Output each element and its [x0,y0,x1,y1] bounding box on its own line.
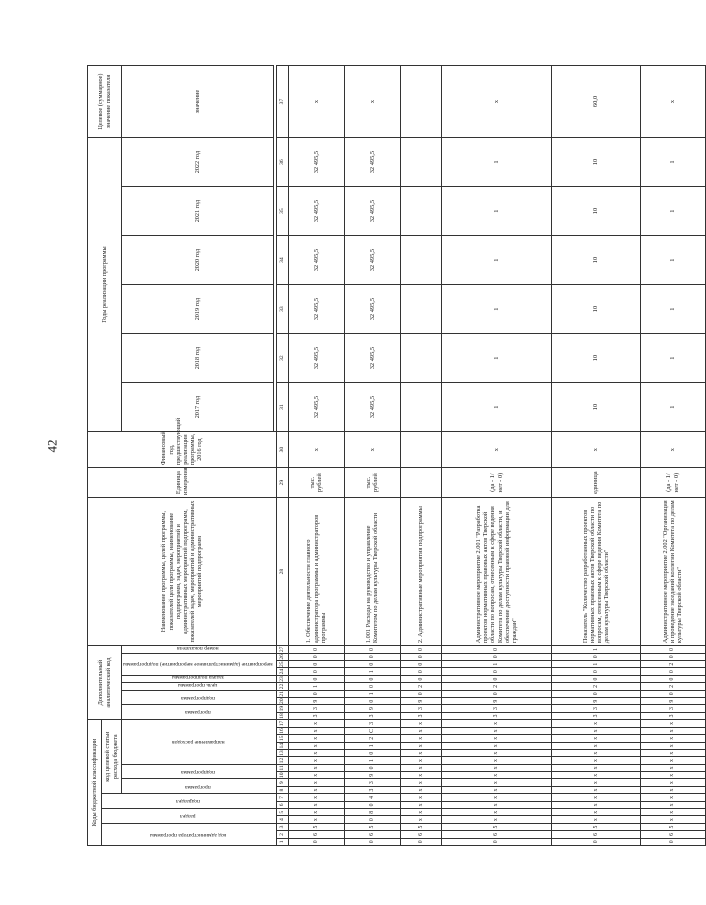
row-year-value: 10 [552,236,641,285]
row-fin-year-value: x [640,432,705,468]
code-digit: x [640,794,705,801]
code-digit: x [442,794,552,801]
code-digit: 6 [640,831,705,838]
column-number: 29 [276,468,288,498]
code-digit: 3 [344,720,400,728]
analytic-podprogramma-header: подпрограмма [122,690,277,705]
row-unit: тыс. рублей [344,468,400,498]
column-number: 16 [276,727,288,734]
code-digit: x [288,779,344,786]
row-year-value: 1 [640,236,705,285]
code-digit: 0 [288,838,344,845]
target-group-header: Целевое (суммарное) значение показателя [88,66,122,138]
fin-year-header: Финансовый год, предшествующий реализации программы, 2016 год [88,432,277,468]
row-name: 2. Административные мероприятия подпрограммы [400,498,441,646]
code-digit: x [552,786,641,793]
column-number: 5 [276,809,288,816]
column-number: 27 [276,646,288,654]
code-digit: 3 [288,712,344,719]
code-digit: 2 [442,683,552,690]
column-number: 14 [276,742,288,749]
row-name: Административное мероприятие 2.002 "Организация и проведение заседаний коллегии Комитета по делам культуры Тверской области" [640,498,705,646]
row-year-value [400,187,441,236]
code-digit: 0 [400,690,441,697]
code-digit: 3 [400,712,441,719]
code-digit: x [442,764,552,771]
row-year-value [400,138,441,187]
code-digit: x [640,757,705,764]
code-digit: 0 [344,675,400,682]
code-digit: 1 [552,646,641,654]
code-digit: 0 [288,675,344,682]
table-row [400,66,441,846]
code-digit: x [640,786,705,793]
row-year-value [400,334,441,383]
code-digit: 1 [344,757,400,764]
column-number: 19 [276,705,288,712]
code-digit: 9 [344,705,400,712]
column-number: 20 [276,697,288,704]
row-year-value: 32 495,5 [344,187,400,236]
row-year-value: 32 495,5 [288,334,344,383]
code-digit: x [400,727,441,734]
analytic-programma-header: программа [122,705,277,720]
analytic-group-header: Дополнительный аналитический код [88,646,122,720]
code-digit: 2 [640,661,705,668]
row-fin-year-value: x [552,432,641,468]
code-digit: 0 [344,749,400,756]
code-admin-header: код администратора программы [102,823,277,845]
code-digit: 0 [640,675,705,682]
row-name: 1. Обеспечение деятельности главного администратора программы и администраторов программы [288,498,344,646]
row-year-value: 32 495,5 [344,285,400,334]
column-number: 21 [276,690,288,697]
row-year-value: 1 [640,187,705,236]
code-digit: 0 [344,697,400,704]
code-digit: x [288,764,344,771]
row-name: 1.001 Расходы на руководство и управление Комитетом по делам культуры Тверской области [344,498,400,646]
code-digit: x [640,816,705,823]
row-name: Административное мероприятие 2.001 "Разработка проектов нормативных правовых актов Тверской области по вопросам, отнесенным к сфере ведения Комитета по делам культуры Тверской области, и обеспечение доступности правовой информации для граждан" [442,498,552,646]
code-digit: x [442,772,552,779]
code-digit: x [288,727,344,734]
code-digit: 3 [640,712,705,719]
code-digit: 2 [344,735,400,742]
code-digit: 0 [344,646,400,654]
code-digit: x [640,727,705,734]
code-digit: x [552,801,641,808]
code-digit: x [552,742,641,749]
code-digit: 0 [640,838,705,845]
code-digit: 0 [552,668,641,675]
code-digit: 0 [288,668,344,675]
code-digit: 4 [344,794,400,801]
code-digit: x [442,801,552,808]
row-year-value: 32 495,5 [344,334,400,383]
column-number: 37 [276,66,288,138]
row-unit: (да - 1/ нет - 0) [442,468,552,498]
year-2022-header: 2022 год [122,138,274,187]
year-2018-header: 2018 год [122,334,274,383]
code-digit: 3 [400,705,441,712]
code-digit: 6 [288,831,344,838]
code-digit: 0 [344,838,400,845]
row-year-value: 32 495,5 [344,236,400,285]
row-target-value: x [288,66,344,138]
code-digit: x [400,757,441,764]
code-digit: 0 [640,690,705,697]
row-year-value: 10 [552,383,641,432]
code-digit: 5 [442,823,552,830]
row-target-value: x [442,66,552,138]
code-digit: 0 [288,690,344,697]
cel-programmy-header: цель программы [122,683,277,690]
code-digit: x [400,720,441,728]
row-year-value: 32 495,5 [288,236,344,285]
column-number: 8 [276,786,288,793]
code-digit: x [552,749,641,756]
column-number: 2 [276,831,288,838]
code-digit: 3 [640,705,705,712]
column-number: 4 [276,816,288,823]
code-digit: x [400,772,441,779]
code-digit: x [442,757,552,764]
code-digit: x [552,735,641,742]
code-digit: x [400,801,441,808]
code-digit: x [552,772,641,779]
code-digit: 5 [552,823,641,830]
row-year-value: 32 495,5 [288,138,344,187]
meropriyatie-header: мероприятие (административное мероприятие) подпрограммы [122,653,277,675]
code-digit: x [288,786,344,793]
row-target-value: x [640,66,705,138]
row-year-value: 10 [552,334,641,383]
code-digit: 0 [400,675,441,682]
code-digit: x [552,816,641,823]
code-digit: С [344,727,400,734]
column-number: 13 [276,749,288,756]
column-number: 32 [276,334,288,383]
column-number-row [276,66,288,846]
code-digit: x [640,720,705,728]
code-digit: x [400,794,441,801]
code-digit: 0 [400,668,441,675]
unit-column-header: Единица измерения [88,468,277,498]
column-number: 10 [276,772,288,779]
row-year-value [400,285,441,334]
code-digit: 0 [400,661,441,668]
code-digit: 0 [400,646,441,654]
row-target-value: x [344,66,400,138]
column-number: 28 [276,498,288,646]
row-year-value: 10 [552,187,641,236]
code-digit: x [288,735,344,742]
nomer-pokazatelya-header: номер показателя [122,646,277,654]
code-digit: 3 [552,712,641,719]
podprogramma-header: подпрограмма [122,764,277,779]
target-value-header: значение [122,66,274,138]
code-digit: 0 [344,764,400,771]
code-digit: x [400,816,441,823]
code-digit: x [640,772,705,779]
code-digit: x [442,786,552,793]
code-digit: x [400,742,441,749]
row-year-value: 1 [640,285,705,334]
table-row [442,66,552,846]
code-digit: 5 [640,823,705,830]
row-year-value: 32 495,5 [288,383,344,432]
column-number: 17 [276,720,288,728]
program-table [87,65,706,846]
column-number: 31 [276,383,288,432]
code-digit: 1 [442,661,552,668]
row-year-value: 32 495,5 [344,138,400,187]
code-digit: x [552,809,641,816]
code-digit: 0 [552,653,641,660]
code-digit: 9 [640,697,705,704]
row-unit: (да - 1/ нет - 0) [640,468,705,498]
code-digit: 5 [344,823,400,830]
row-year-value [400,236,441,285]
code-digit: x [288,794,344,801]
row-year-value: 1 [442,236,552,285]
year-2021-header: 2021 год [122,187,274,236]
code-digit: x [288,742,344,749]
column-number: 35 [276,187,288,236]
page-number: 42 [44,439,60,453]
codes-group-header: Коды бюджетной классификации [88,720,102,846]
code-digit: x [400,779,441,786]
code-digit: 0 [442,646,552,654]
row-fin-year-value [400,432,441,468]
code-digit: x [552,757,641,764]
column-number: 7 [276,794,288,801]
code-digit: 0 [552,838,641,845]
code-digit: x [288,757,344,764]
column-number: 34 [276,236,288,285]
row-unit: тыс. рублей [288,468,344,498]
code-digit: 0 [400,838,441,845]
column-number: 9 [276,779,288,786]
row-target-value: 60,0 [552,66,641,138]
code-digit: x [400,809,441,816]
code-digit: x [400,764,441,771]
code-digit: 9 [400,697,441,704]
row-name: Показатель "Количество разработанных проектов нормативных правовых актов Тверской области по вопросам, отнесенным к сфере ведения Комитета по делам культуры Тверской области" [552,498,641,646]
code-digit: 3 [288,705,344,712]
code-digit: 0 [344,801,400,808]
years-group-header: Годы реализации программы [88,138,122,432]
code-digit: 1 [288,683,344,690]
row-year-value: 1 [442,138,552,187]
code-digit: 0 [640,646,705,654]
code-digit: x [442,727,552,734]
name-column-header: Наименование программы, целей программы, показателей цели программы, наименование подпрограмм, задач, мероприятий и административных мероприятий подпрограмм, показателей задач, мероприятий и административных мероприятий подпрограмм [88,498,277,646]
programma-header: программа [122,779,277,794]
target-code-group-header: код целевой статьи расхода бюджета [102,720,122,794]
row-year-value: 1 [640,138,705,187]
code-digit: 0 [640,653,705,660]
code-digit: x [442,742,552,749]
code-digit: 3 [344,786,400,793]
code-digit: x [288,801,344,808]
code-digit: 2 [552,683,641,690]
table-row [552,66,641,846]
code-digit: 0 [552,690,641,697]
code-digit: x [442,749,552,756]
row-year-value: 1 [442,383,552,432]
code-digit: 0 [552,675,641,682]
code-digit: 6 [344,831,400,838]
row-fin-year-value: x [288,432,344,468]
code-digit: 9 [288,697,344,704]
row-year-value: 1 [640,383,705,432]
code-digit: x [640,742,705,749]
code-digit: 0 [344,683,400,690]
table-row [344,66,400,846]
column-number: 11 [276,764,288,771]
row-year-value: 1 [442,334,552,383]
code-digit: 0 [288,661,344,668]
column-number: 36 [276,138,288,187]
row-year-value: 1 [442,187,552,236]
column-number: 23 [276,675,288,682]
row-year-value: 32 495,5 [288,285,344,334]
code-digit: 0 [288,653,344,660]
code-digit: 6 [442,831,552,838]
code-digit: 0 [288,646,344,654]
column-number: 22 [276,683,288,690]
code-digit: x [442,720,552,728]
code-digit: 1 [344,742,400,749]
razdel-header: раздел [102,809,277,824]
code-digit: x [640,735,705,742]
code-digit: 1 [344,690,400,697]
code-digit: x [640,764,705,771]
zadacha-header: задача подпрограммы [122,675,277,682]
row-year-value: 1 [442,285,552,334]
column-number: 30 [276,432,288,468]
column-number: 26 [276,653,288,660]
code-digit: 9 [442,697,552,704]
year-2017-header: 2017 год [122,383,274,432]
code-digit: 3 [552,705,641,712]
code-digit: x [442,809,552,816]
code-digit: 3 [442,712,552,719]
podrazdel-header: подраздел [102,794,277,809]
code-digit: x [640,801,705,808]
code-digit: 6 [552,831,641,838]
row-target-value [400,66,441,138]
row-unit: единица [552,468,641,498]
code-digit: x [288,772,344,779]
row-fin-year-value: x [344,432,400,468]
code-digit: 1 [344,668,400,675]
code-digit: 5 [400,823,441,830]
code-digit: x [288,720,344,728]
code-digit: 0 [442,690,552,697]
column-number: 12 [276,757,288,764]
code-digit: x [400,749,441,756]
code-digit: 3 [442,705,552,712]
code-digit: 0 [344,653,400,660]
year-2019-header: 2019 год [122,285,274,334]
row-year-value: 10 [552,138,641,187]
column-number: 6 [276,801,288,808]
napravlenie-header: направление расходов [122,720,277,765]
code-digit: 1 [552,661,641,668]
code-digit: x [640,749,705,756]
code-digit: 3 [344,712,400,719]
code-digit: x [288,749,344,756]
table-row [640,66,705,846]
row-unit [400,468,441,498]
code-digit: 9 [344,772,400,779]
code-digit: x [288,809,344,816]
column-number: 15 [276,735,288,742]
code-digit: x [288,816,344,823]
column-number: 33 [276,285,288,334]
code-digit: 2 [400,683,441,690]
code-digit: x [442,735,552,742]
code-digit: 0 [400,653,441,660]
column-number: 24 [276,668,288,675]
code-digit: 9 [552,697,641,704]
code-digit: 0 [344,661,400,668]
code-digit: x [442,816,552,823]
rotated-sheet [87,66,684,846]
code-digit: x [442,779,552,786]
row-year-value [400,383,441,432]
code-digit: x [640,809,705,816]
row-year-value: 32 495,5 [344,383,400,432]
year-2020-header: 2020 год [122,236,274,285]
column-number: 18 [276,712,288,719]
code-digit: x [552,779,641,786]
code-digit: x [400,735,441,742]
code-digit: 0 [640,668,705,675]
table-stage [87,66,684,846]
code-digit: 5 [288,823,344,830]
code-digit: x [640,779,705,786]
code-digit: x [552,727,641,734]
row-year-value: 32 495,5 [288,187,344,236]
code-digit: x [552,794,641,801]
code-digit: x [552,764,641,771]
code-digit: x [552,720,641,728]
table-row [288,66,344,846]
column-number: 3 [276,823,288,830]
code-digit: 0 [442,838,552,845]
row-year-value: 10 [552,285,641,334]
column-number: 25 [276,661,288,668]
code-digit: 3 [344,779,400,786]
code-digit: 0 [344,816,400,823]
code-digit: 0 [442,668,552,675]
code-digit: 2 [640,683,705,690]
code-digit: x [400,786,441,793]
code-digit: 6 [400,831,441,838]
row-year-value: 1 [640,334,705,383]
code-digit: 0 [442,653,552,660]
column-number: 1 [276,838,288,845]
code-digit: 0 [442,675,552,682]
code-digit: 8 [344,809,400,816]
row-fin-year-value: x [442,432,552,468]
